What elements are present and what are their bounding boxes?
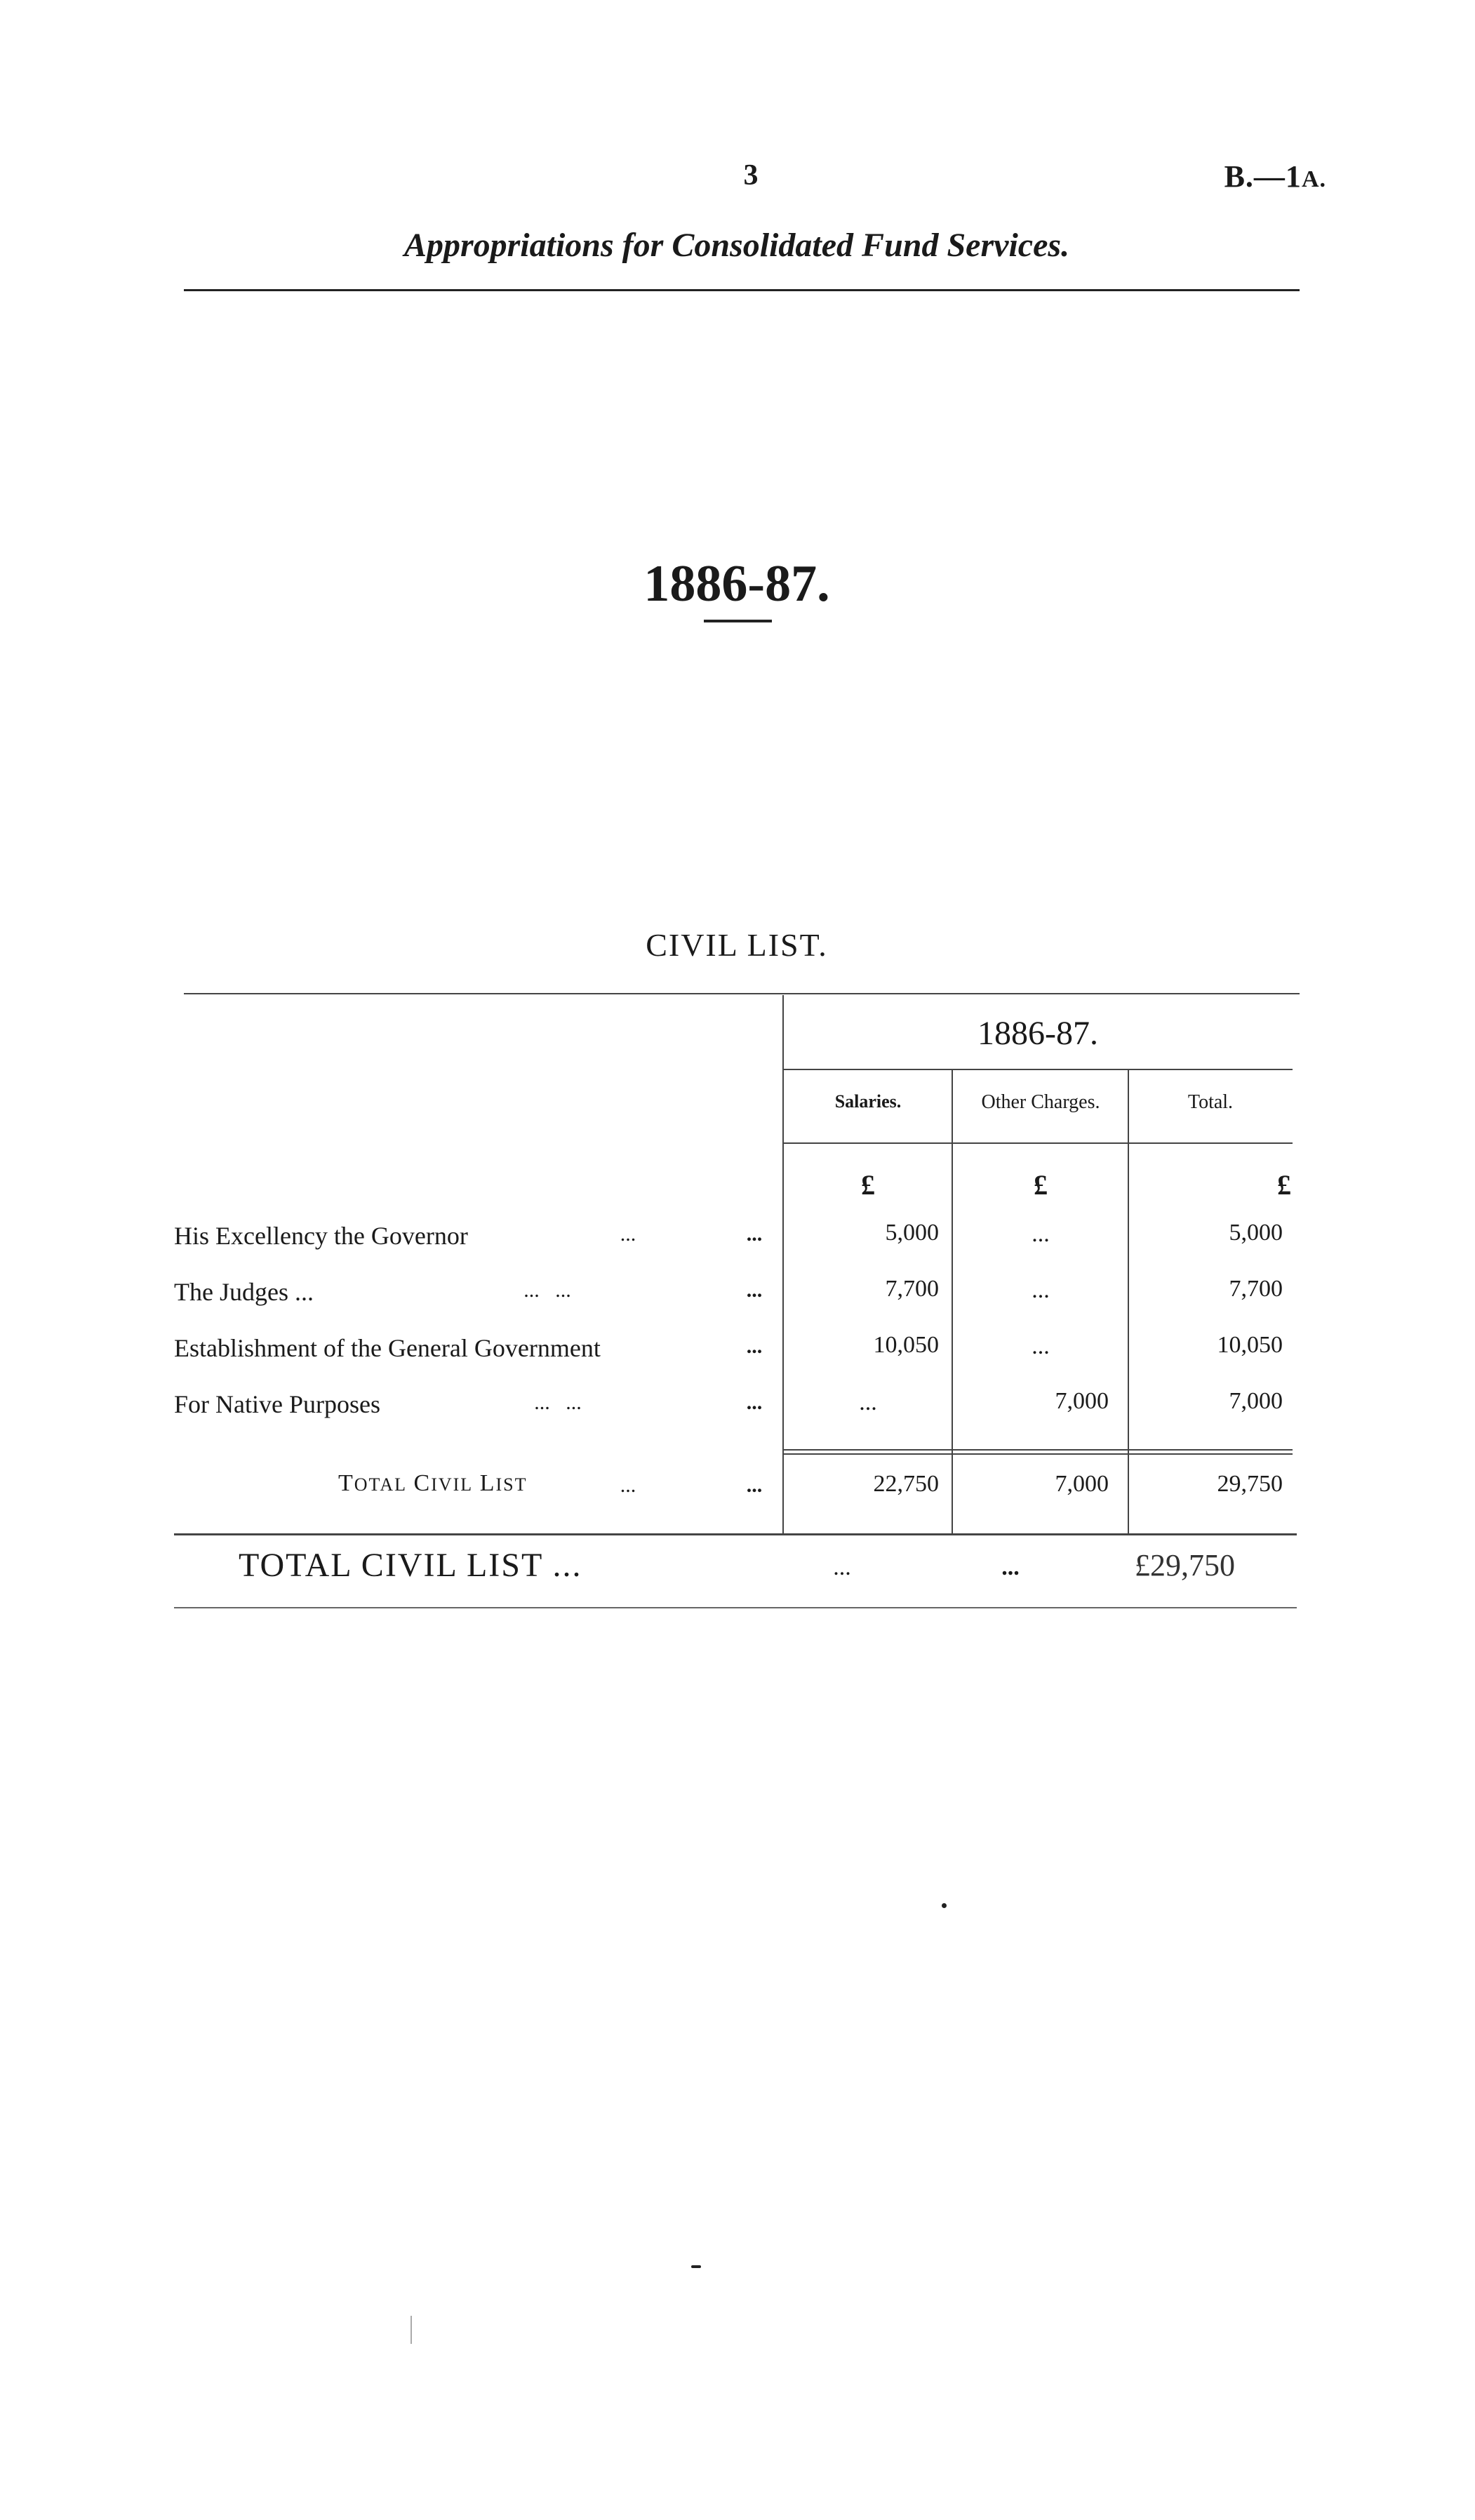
grand-total-leader-1: ... bbox=[833, 1554, 851, 1580]
header-rule bbox=[184, 289, 1300, 291]
currency-other: £ bbox=[1034, 1169, 1048, 1201]
cell-total: 10,050 bbox=[1217, 1332, 1283, 1358]
table-top-rule bbox=[184, 993, 1300, 994]
section-title: CIVIL LIST. bbox=[646, 927, 828, 963]
column-header-salaries: Salaries. bbox=[834, 1091, 902, 1112]
cell-other: ... bbox=[1032, 1221, 1050, 1247]
table-divider-labels bbox=[782, 995, 784, 1533]
grand-total-label: TOTAL CIVIL LIST ... bbox=[239, 1547, 582, 1584]
currency-total: £ bbox=[1277, 1169, 1291, 1201]
column-header-rule bbox=[784, 1142, 1293, 1144]
year-underline bbox=[704, 620, 772, 622]
row-label: The Judges ... bbox=[174, 1278, 314, 1306]
scan-speck bbox=[942, 1903, 947, 1908]
group-header-rule bbox=[784, 1069, 1293, 1070]
row-label: Establishment of the General Government bbox=[174, 1334, 601, 1362]
cell-total: 5,000 bbox=[1229, 1220, 1283, 1246]
row-leader-end: ... bbox=[746, 1335, 763, 1358]
running-title: Appropriations for Consolidated Fund Services. bbox=[403, 227, 1070, 264]
scan-speck bbox=[691, 2265, 701, 2268]
column-header-total: Total. bbox=[1187, 1091, 1234, 1113]
row-leader: ... ... bbox=[534, 1391, 582, 1414]
cell-salaries: 7,700 bbox=[885, 1276, 939, 1302]
grand-total-rule bbox=[174, 1607, 1297, 1608]
currency-salaries: £ bbox=[861, 1169, 875, 1201]
row-leader: ... bbox=[620, 1222, 636, 1246]
doc-ref-suffix: A. bbox=[1301, 166, 1326, 192]
total-rule-2 bbox=[784, 1453, 1293, 1455]
total-salaries: 22,750 bbox=[873, 1471, 939, 1497]
cell-salaries: ... bbox=[859, 1389, 877, 1415]
total-row-label: TOTAL CIVIL LIST bbox=[338, 1470, 528, 1496]
table-bottom-rule bbox=[174, 1533, 1297, 1535]
grand-total-amount: £29,750 bbox=[1135, 1548, 1235, 1582]
year-heading: 1886-87. bbox=[643, 555, 830, 613]
page-number: 3 bbox=[743, 159, 759, 192]
doc-ref-main: B.—1 bbox=[1224, 159, 1302, 194]
total-rule-1 bbox=[784, 1449, 1293, 1451]
cell-other: 7,000 bbox=[1055, 1388, 1109, 1414]
total-row-leader-end: ... bbox=[746, 1474, 763, 1497]
row-leader-end: ... bbox=[746, 1391, 763, 1414]
total-total: 29,750 bbox=[1217, 1471, 1283, 1497]
row-leader-end: ... bbox=[746, 1279, 763, 1302]
row-label: His Excellency the Governor bbox=[174, 1222, 468, 1250]
row-label: For Native Purposes bbox=[174, 1390, 380, 1418]
column-header-other-charges: Other Charges. bbox=[981, 1091, 1100, 1113]
document-reference bbox=[1158, 159, 1326, 194]
total-row-leader: ... bbox=[620, 1474, 636, 1497]
cell-other: ... bbox=[1032, 1333, 1050, 1359]
grand-total-leader-2: ... bbox=[1001, 1554, 1020, 1580]
table-group-header: 1886-87. bbox=[977, 1015, 1098, 1052]
cell-total: 7,700 bbox=[1229, 1276, 1283, 1302]
cell-salaries: 5,000 bbox=[885, 1220, 939, 1246]
cell-other: ... bbox=[1032, 1277, 1050, 1303]
row-leader: ... ... bbox=[523, 1279, 571, 1302]
row-leader-end: ... bbox=[746, 1222, 763, 1246]
scan-mark bbox=[411, 2316, 412, 2344]
cell-salaries: 10,050 bbox=[873, 1332, 939, 1358]
total-other: 7,000 bbox=[1055, 1471, 1109, 1497]
cell-total: 7,000 bbox=[1229, 1388, 1283, 1414]
